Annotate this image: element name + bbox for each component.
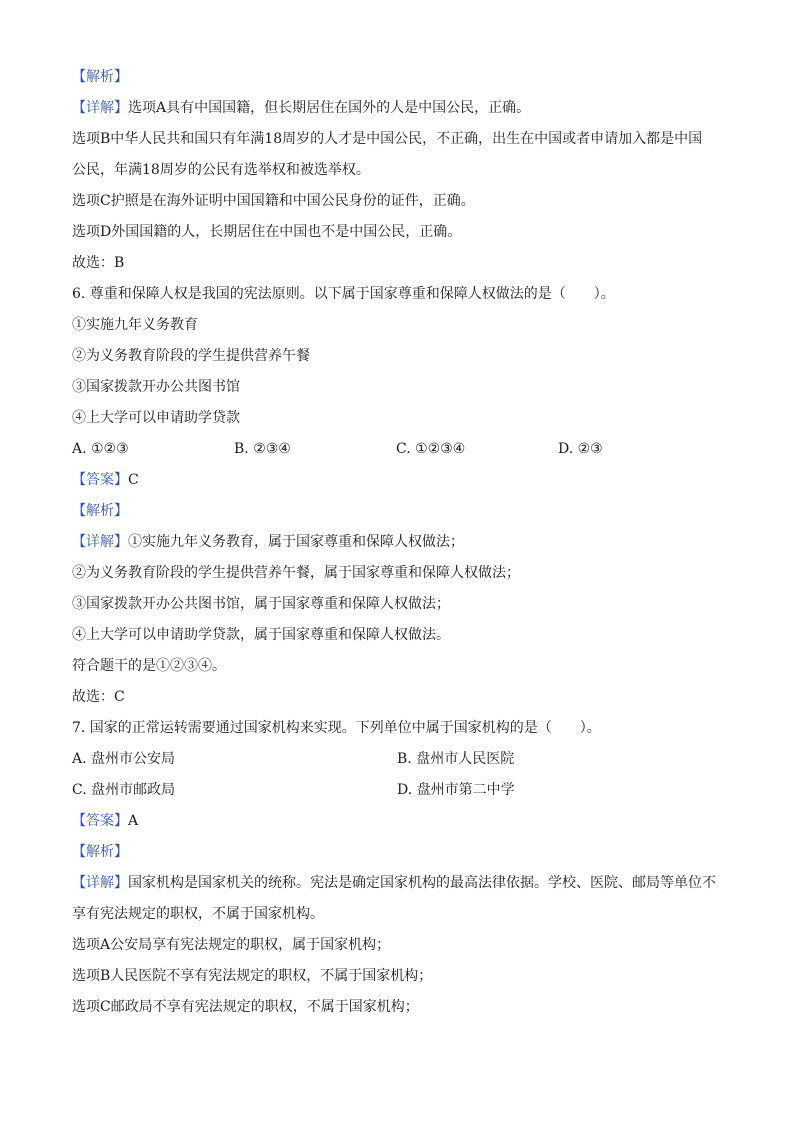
statement-item: ①实施九年义务教育 xyxy=(72,317,198,333)
option-d: D. 盘州市第二中学 xyxy=(397,782,515,798)
option-b: B. ②③④ xyxy=(234,441,291,457)
question-7-options-row2 xyxy=(72,775,722,806)
statement-item: ③国家拨款开办公共图书馆 xyxy=(72,379,240,395)
option-a: A. 盘州市公安局 xyxy=(72,751,176,767)
answer-choice-line: 故选：B xyxy=(72,255,125,271)
question-7-options-row1 xyxy=(72,744,722,775)
option-c: C. 盘州市邮政局 xyxy=(72,782,176,798)
explanation-line: 选项B人民医院不享有宪法规定的职权，不属于国家机构； xyxy=(72,968,433,984)
question-6-options xyxy=(72,434,722,465)
explanation-line: 选项B中华人民共和国只有年满18周岁的人才是中国公民，不正确，出生在中国或者申请加入都是中国 xyxy=(72,131,703,147)
question-7-stem: 7. 国家的正常运转需要通过国家机构来实现。下列单位中属于国家机构的是（ ）。 xyxy=(72,720,601,736)
option-a: A. ①②③ xyxy=(72,441,129,457)
explanation-line: 选项D外国国籍的人，长期居住在中国也不是中国公民，正确。 xyxy=(72,224,462,240)
explanation-line: 【详解】国家机构是国家机关的统称。宪法是确定国家机构的最高法律依据。学校、医院、邮局等单位不 xyxy=(72,875,716,891)
explanation-line: 选项A公安局享有宪法规定的职权，属于国家机构； xyxy=(72,937,391,953)
statement-item: ④上大学可以申请助学贷款 xyxy=(72,410,240,426)
explanation-line: 选项C邮政局不享有宪法规定的职权，不属于国家机构； xyxy=(72,999,419,1015)
analysis-heading: 【解析】 xyxy=(72,69,128,85)
explanation-line: ②为义务教育阶段的学生提供营养午餐，属于国家尊重和保障人权做法； xyxy=(72,565,520,581)
option-d: D. ②③ xyxy=(558,441,603,457)
explanation-line: 【详解】选项A具有中国国籍，但长期居住在国外的人是中国公民，正确。 xyxy=(72,100,531,116)
explanation-line: 符合题干的是①②③④。 xyxy=(72,658,226,674)
question-6-stem: 6. 尊重和保障人权是我国的宪法原则。以下属于国家尊重和保障人权做法的是（ ）。 xyxy=(72,286,615,302)
option-c: C. ①②③④ xyxy=(396,441,466,457)
explanation-line: 享有宪法规定的职权，不属于国家机构。 xyxy=(72,906,324,922)
analysis-heading: 【解析】 xyxy=(72,503,128,519)
explanation-line: ④上大学可以申请助学贷款，属于国家尊重和保障人权做法。 xyxy=(72,627,450,643)
statement-item: ②为义务教育阶段的学生提供营养午餐 xyxy=(72,348,310,364)
explanation-line: 公民，年满18周岁的公民有选举权和被选举权。 xyxy=(72,162,370,178)
answer-line: 【答案】A xyxy=(72,813,139,829)
answer-line: 【答案】C xyxy=(72,472,139,488)
document-body xyxy=(72,62,722,1023)
option-b: B. 盘州市人民医院 xyxy=(397,751,515,767)
answer-choice-line: 故选：C xyxy=(72,689,125,705)
explanation-line: 【详解】①实施九年义务教育，属于国家尊重和保障人权做法； xyxy=(72,534,464,550)
analysis-heading: 【解析】 xyxy=(72,844,128,860)
explanation-line: ③国家拨款开办公共图书馆，属于国家尊重和保障人权做法； xyxy=(72,596,450,612)
explanation-line: 选项C护照是在海外证明中国国籍和中国公民身份的证件，正确。 xyxy=(72,193,475,209)
